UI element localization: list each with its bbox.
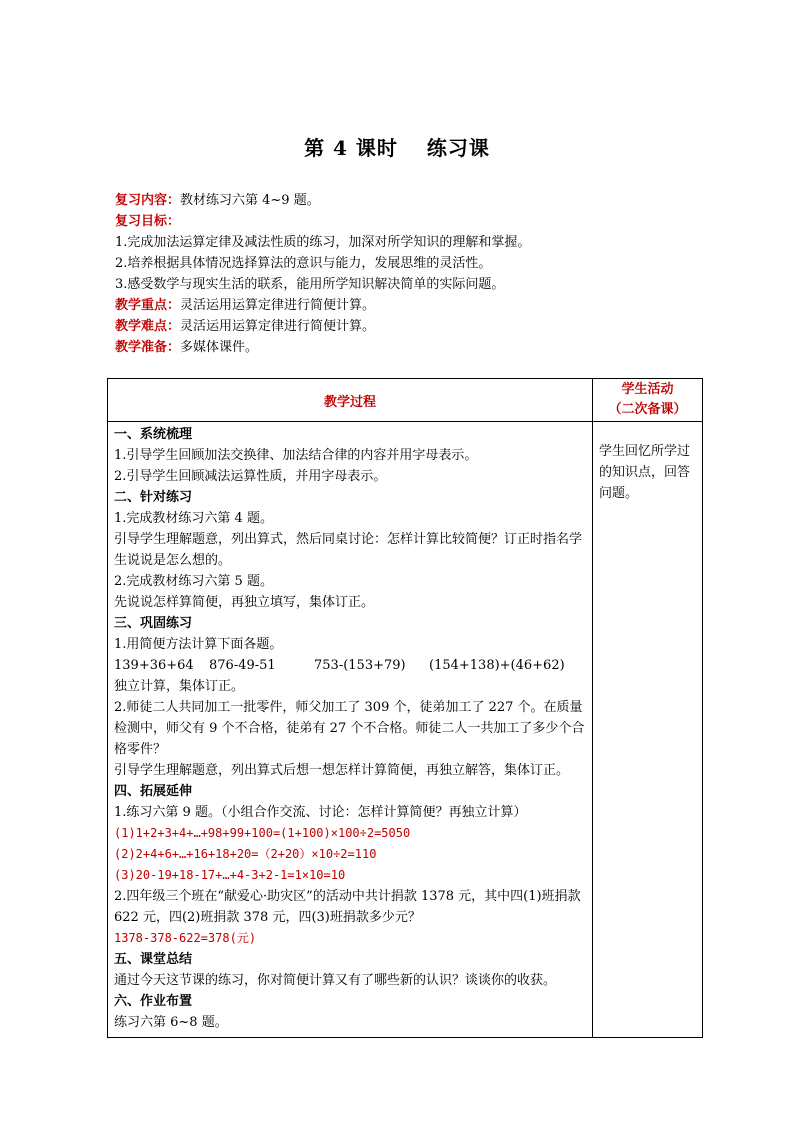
focus-line bbox=[115, 295, 705, 316]
text-line: 2.完成教材练习六第 5 题。 bbox=[114, 574, 273, 589]
difficulty-line bbox=[115, 316, 705, 337]
text-line: 2.四年级三个班在“献爱心·助灾区”的活动中共计捐款 1378 元，其中四(1)班捐款 622 元，四(2)班捐款 378 元，四(3)班捐款多少元？ bbox=[114, 889, 581, 925]
prep-line bbox=[115, 337, 705, 358]
calc-item: 139+36+64 bbox=[114, 658, 194, 673]
review-content-text: 教材练习六第 4~9 题。 bbox=[180, 193, 320, 208]
lesson-table bbox=[107, 378, 703, 1038]
text-line: 1.引导学生回顾加法交换律、加法结合律的内容并用字母表示。 bbox=[114, 448, 478, 463]
answer-line: (1)1+2+3+4+…+98+99+100=(1+100)×100÷2=5050 bbox=[114, 826, 411, 840]
calc-item: 876-49-51 bbox=[209, 658, 276, 673]
goal-item: 1.完成加法运算定律及减法性质的练习，加深对所学知识的理解和掌握。 bbox=[115, 235, 531, 250]
lesson-info bbox=[115, 190, 705, 358]
goal-item: 3.感受数学与现实生活的联系，能用所学知识解决简单的实际问题。 bbox=[115, 277, 505, 292]
teaching-process-cell bbox=[108, 422, 593, 1038]
section-title: 三、巩固练习 bbox=[114, 616, 193, 631]
section-title: 四、拓展延伸 bbox=[114, 784, 193, 799]
review-goals-label: 复习目标： bbox=[115, 214, 181, 229]
text-line: 引导学生理解题意，列出算式后想一想怎样计算简便，再独立解答，集体订正。 bbox=[114, 763, 570, 778]
focus-label: 教学重点： bbox=[115, 298, 181, 313]
goal-item: 2.培养根据具体情况选择算法的意识与能力，发展思维的灵活性。 bbox=[115, 256, 492, 271]
header-student-activity bbox=[593, 379, 703, 422]
text-line: 1.完成教材练习六第 4 题。 bbox=[114, 511, 273, 526]
difficulty-label: 教学难点： bbox=[115, 319, 181, 334]
header-student-activity-line2: （二次备课） bbox=[608, 402, 687, 417]
answer-line: (3)20-19+18-17+…+4-3+2-1=1×10=10 bbox=[114, 868, 346, 882]
page-title: 第 4 课时 练习课 bbox=[304, 136, 490, 160]
text-line: 独立计算，集体订正。 bbox=[114, 679, 245, 694]
text-line: 1.用简便方法计算下面各题。 bbox=[114, 637, 283, 652]
review-goals-line bbox=[115, 211, 705, 232]
student-activity-cell: 学生回忆所学过的知识点，回答问题。 bbox=[593, 422, 703, 1038]
text-line: 2.引导学生回顾减法运算性质，并用字母表示。 bbox=[114, 469, 387, 484]
section-title: 六、作业布置 bbox=[114, 994, 193, 1009]
prep-text: 多媒体课件。 bbox=[180, 340, 259, 355]
calc-item: (154+138)+(46+62) bbox=[429, 658, 565, 673]
text-line: 2.师徒二人共同加工一批零件，师父加工了 309 个，徒弟加工了 227 个。在质量检测中，师父有 9 个不合格，徒弟有 27 个不合格。师徒二人一共加工了多少个合格零件？ bbox=[114, 700, 585, 757]
section-title: 一、系统梳理 bbox=[114, 427, 193, 442]
difficulty-text: 灵活运用运算定律进行简便计算。 bbox=[180, 319, 376, 334]
section-title: 五、课堂总结 bbox=[114, 952, 193, 967]
calc-item: 753-(153+79) bbox=[314, 658, 406, 673]
section-title: 二、针对练习 bbox=[114, 490, 193, 505]
text-line: 通过今天这节课的练习，你对简便计算又有了哪些新的认识？谈谈你的收获。 bbox=[114, 973, 557, 988]
text-line: 引导学生理解题意，列出算式，然后同桌讨论：怎样计算比较简便？订正时指名学生说说是怎么想的。 bbox=[114, 532, 583, 568]
header-teaching-process: 教学过程 bbox=[108, 379, 593, 422]
calc-row bbox=[114, 655, 586, 676]
text-line: 1.练习六第 9 题。（小组合作交流、讨论：怎样计算简便？再独立计算） bbox=[114, 805, 527, 820]
review-content-line bbox=[115, 190, 705, 211]
answer-line: 1378-378-622=378(元) bbox=[114, 931, 257, 945]
answer-line: (2)2+4+6+…+16+18+20=（2+20）×10÷2=110 bbox=[114, 847, 377, 861]
header-student-activity-line1: 学生活动 bbox=[621, 382, 674, 397]
text-line: 练习六第 6~8 题。 bbox=[114, 1015, 228, 1030]
review-content-label: 复习内容： bbox=[115, 193, 181, 208]
text-line: 先说说怎样算简便，再独立填写，集体订正。 bbox=[114, 595, 375, 610]
prep-label: 教学准备： bbox=[115, 340, 181, 355]
focus-text: 灵活运用运算定律进行简便计算。 bbox=[180, 298, 376, 313]
